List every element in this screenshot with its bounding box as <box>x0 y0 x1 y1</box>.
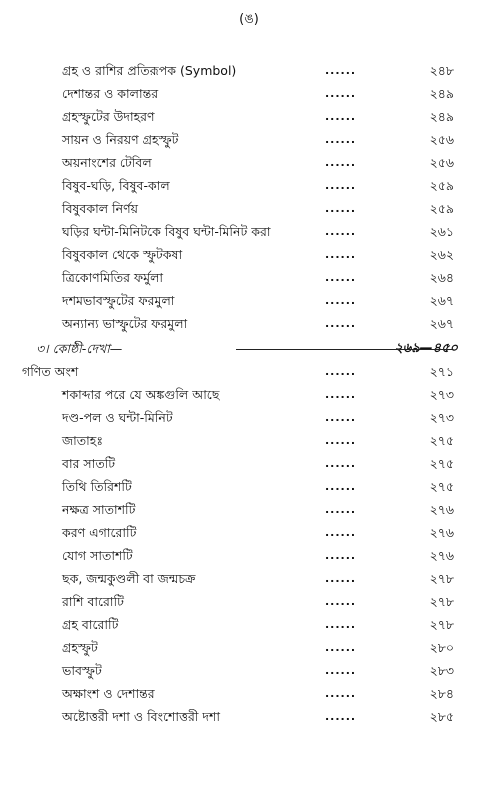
toc-entry-title: সায়ন ও নিরয়ণ গ্রহস্ফুট <box>62 132 179 147</box>
toc-entry-title: জাতাহঃ <box>62 433 104 448</box>
toc-entry-leader-dots: ...... <box>325 317 357 330</box>
toc-entry-title: গ্রহস্ফুটের উদাহরণ <box>62 109 155 124</box>
toc-entry-page: ২৭৩ <box>429 410 454 425</box>
toc-entry-page: ২৭৮ <box>429 617 454 632</box>
toc-entry-leader-dots: ...... <box>325 434 357 447</box>
toc-entry-title: রাশি বারোটি <box>62 594 124 609</box>
toc-entry-leader-dots: ...... <box>325 595 357 608</box>
toc-entry-leader-dots: ...... <box>325 365 357 378</box>
toc-entry-leader-dots: ...... <box>325 480 357 493</box>
toc-entry-page: ২৬২ <box>429 247 454 262</box>
toc-entry-leader-dots: ...... <box>325 294 357 307</box>
toc-entry <box>0 407 498 429</box>
toc-entry-leader-dots: ...... <box>325 664 357 677</box>
toc-entry-title: নক্ষত্র সাতাশটি <box>62 502 136 517</box>
toc-entry-leader-dots: ...... <box>325 457 357 470</box>
toc-entry-page: ২৮৫ <box>429 709 454 724</box>
toc-entry <box>0 83 498 105</box>
toc-entry-leader-dots: ...... <box>325 526 357 539</box>
toc-entry-title: ৩। কোষ্ঠী-দেখা— <box>36 341 123 356</box>
toc-entry-title: অয়নাংশের টেবিল <box>62 155 152 170</box>
toc-entry-page: ২৬৪ <box>429 270 454 285</box>
toc-entry <box>0 545 498 567</box>
toc-entry <box>0 660 498 682</box>
toc-entry-leader-dots: ...... <box>325 710 357 723</box>
toc-entry-leader-dots: ...... <box>325 271 357 284</box>
toc-entry <box>0 244 498 266</box>
toc-entry-page: ২৪৯ <box>429 86 454 101</box>
toc-entry-title: গণিত অংশ <box>22 364 79 379</box>
toc-entry-title: করণ এগারোটি <box>62 525 137 540</box>
toc-entry <box>0 361 498 383</box>
toc-entry-leader-dots: ...... <box>325 572 357 585</box>
toc-entry-leader-dots: ...... <box>325 202 357 215</box>
toc-entry-leader-dots: ...... <box>325 179 357 192</box>
toc-entry-title: দণ্ড-পল ও ঘন্টা-মিনিট <box>62 410 173 425</box>
toc-entry <box>0 706 498 728</box>
toc-entry-page: ২৭৮ <box>429 571 454 586</box>
toc-entry <box>0 476 498 498</box>
toc-entry-title: যোগ সাতাশটি <box>62 548 133 563</box>
toc-entry-page: ২৭৬ <box>429 502 454 517</box>
toc-entry-leader-dots: ...... <box>325 248 357 261</box>
toc-entry <box>0 384 498 406</box>
toc-entry-leader-dots: ...... <box>325 549 357 562</box>
toc-entry <box>0 290 498 312</box>
toc-entry-page: ২৮০ <box>429 640 454 655</box>
section-rule <box>236 349 452 350</box>
toc-entry-page: ২৮৪ <box>429 686 454 701</box>
toc-entry <box>0 499 498 521</box>
toc-entry-page: ২৫৬ <box>429 155 454 170</box>
toc-entry-leader-dots: ...... <box>325 618 357 631</box>
toc-entry-leader-dots: ...... <box>325 411 357 424</box>
toc-entry-title: ঘড়ির ঘন্টা-মিনিটকে বিষুব ঘন্টা-মিনিট করা <box>62 224 271 239</box>
toc-entry-title: অক্ষাংশ ও দেশান্তর <box>62 686 155 701</box>
toc-entry <box>0 60 498 82</box>
toc-entry <box>0 129 498 151</box>
toc-entry <box>0 637 498 659</box>
toc-entry-page: ২৫৬ <box>429 132 454 147</box>
toc-entry-page: ২৪৯ <box>429 109 454 124</box>
toc-entry-title: অষ্টোত্তরী দশা ও বিংশোত্তরী দশা <box>62 709 220 724</box>
toc-entry-title: বিষুবকাল নির্ণয় <box>62 201 138 216</box>
toc-entry <box>0 591 498 613</box>
toc-entry-leader-dots: ...... <box>325 133 357 146</box>
toc-entry-title: গ্রহস্ফুট <box>62 640 98 655</box>
toc-entry <box>0 198 498 220</box>
toc-entry-page: ২৬৯—৪৫০ <box>394 341 458 356</box>
toc-entry <box>0 221 498 243</box>
toc-entry-leader-dots: ...... <box>325 641 357 654</box>
toc-entry-title: গ্রহ ও রাশির প্রতিরূপক (Symbol) <box>62 63 237 78</box>
toc-entry <box>0 614 498 636</box>
toc-entry-page: ২৭৫ <box>429 479 454 494</box>
toc-entry-leader-dots: ...... <box>325 687 357 700</box>
toc-entry-page: ২৮৩ <box>429 663 454 678</box>
toc-entry-title: দশমভাবস্ফুটের ফরমুলা <box>62 293 175 308</box>
toc-entry-page: ২৭৮ <box>429 594 454 609</box>
toc-entry-leader-dots: ...... <box>325 388 357 401</box>
toc-entry-page: ২৬৭ <box>429 293 454 308</box>
toc-entry <box>0 568 498 590</box>
toc-entry-title: শকাব্দার পরে যে অঙ্কগুলি আছে <box>62 387 220 402</box>
toc-entry-page: ২৭৬ <box>429 525 454 540</box>
toc-entry-page: ২৫৯ <box>429 178 454 193</box>
toc-entry-page: ২৫৯ <box>429 201 454 216</box>
toc-entry <box>0 430 498 452</box>
toc-entry <box>0 522 498 544</box>
toc-entry-page: ২৭৬ <box>429 548 454 563</box>
toc-entry-title: ত্রিকোণমিতির ফর্মুলা <box>62 270 164 285</box>
toc-entry-page: ২৭৫ <box>429 433 454 448</box>
toc-entry-page: ২৭৩ <box>429 387 454 402</box>
toc-entry <box>0 267 498 289</box>
toc-entry-page: ২৭১ <box>429 364 454 379</box>
toc-entry-page: ২৪৮ <box>429 63 454 78</box>
toc-entry-page: ২৬৭ <box>429 316 454 331</box>
toc-entry-title: বিষুবকাল থেকে স্ফুটকষা <box>62 247 183 262</box>
toc-entry-leader-dots: ...... <box>325 503 357 516</box>
toc-entry-page: ২৬১ <box>429 224 454 239</box>
toc-entry-title: অন্যান্য ভাস্ফুটের ফরমুলা <box>62 316 188 331</box>
toc-entry-title: তিথি তিরিশটি <box>62 479 132 494</box>
toc-entry-title: বিষুব-ঘড়ি, বিষুব-কাল <box>62 178 170 193</box>
toc-entry-leader-dots: ...... <box>325 87 357 100</box>
toc-entry-leader-dots: ...... <box>325 64 357 77</box>
toc-entry <box>0 175 498 197</box>
toc-entry-title: গ্রহ বারোটি <box>62 617 119 632</box>
toc-entry <box>0 683 498 705</box>
toc-entry-title: দেশান্তর ও কালান্তর <box>62 86 159 101</box>
toc-entry-title: ছক, জন্মকুণ্ডলী বা জন্মচক্র <box>62 571 196 586</box>
toc-entry-leader-dots: ...... <box>325 225 357 238</box>
toc-entry-leader-dots: ...... <box>325 110 357 123</box>
toc-entry <box>0 453 498 475</box>
toc-entry-title: ভাবস্ফুট <box>62 663 102 678</box>
toc-entry-title: বার সাতটি <box>62 456 116 471</box>
toc-entry <box>0 106 498 128</box>
page-number: (ঙ) <box>239 12 259 27</box>
toc-entry <box>0 313 498 335</box>
toc-entry <box>0 152 498 174</box>
toc-entry-page: ২৭৫ <box>429 456 454 471</box>
toc-entry-leader-dots: ...... <box>325 156 357 169</box>
